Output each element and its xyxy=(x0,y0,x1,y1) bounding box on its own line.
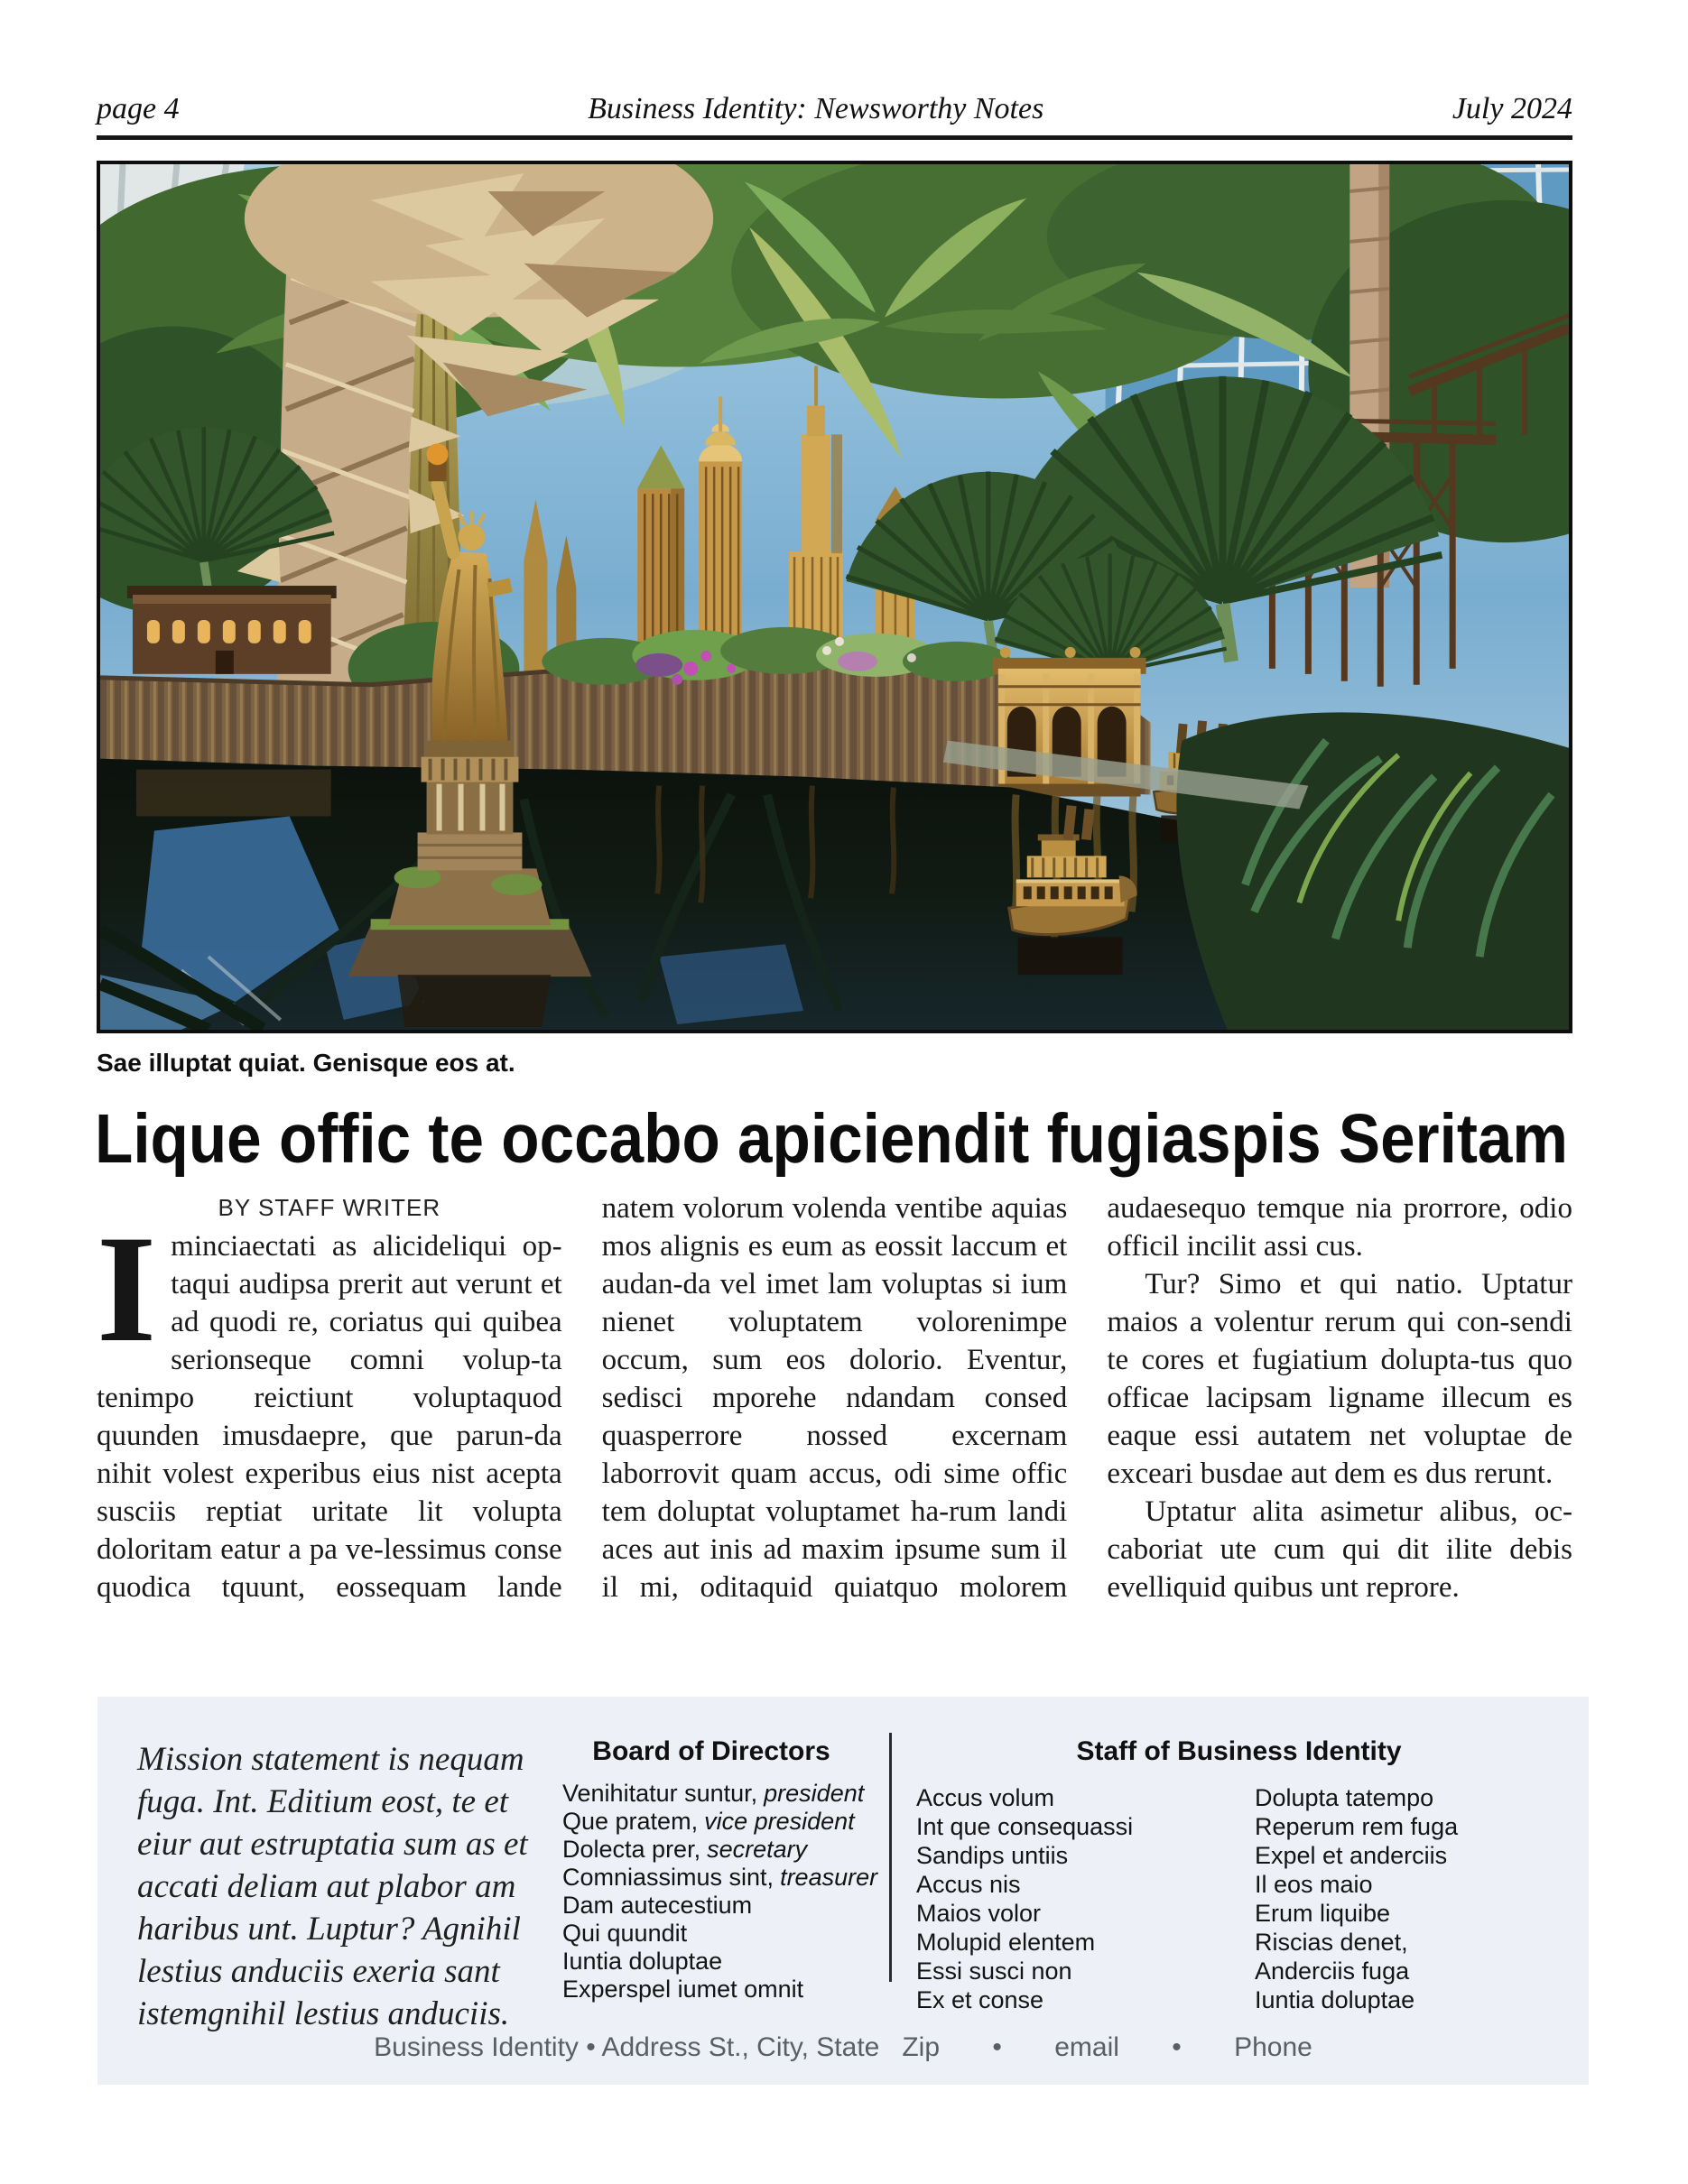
board-title: Board of Directors xyxy=(592,1736,830,1766)
board-member: Comniassimus sint, treasurer xyxy=(562,1864,878,1891)
paragraph-3: Uptatur alita asimetur alibus, oc-caboriat ute cum qui dit ilite debis evelliquid quibus unt reprore. xyxy=(1107,1495,1572,1604)
staff-member: Int que consequassi xyxy=(916,1813,1134,1840)
newsletter-title: Business Identity: Newsworthy Notes xyxy=(588,92,1044,125)
staff-member: Maios volor xyxy=(916,1900,1042,1927)
header-rule xyxy=(97,135,1572,140)
conservatory-photo-illustration xyxy=(100,164,1569,1030)
board-member: Experspel iumet omnit xyxy=(562,1976,804,2003)
staff-member: Erum liquibe xyxy=(1255,1900,1391,1927)
board-member: Dam autecestium xyxy=(562,1892,753,1919)
page-header xyxy=(97,92,1572,126)
staff-member: Il eos maio xyxy=(1255,1871,1373,1898)
info-box xyxy=(97,1697,1589,2085)
article-body xyxy=(97,1189,1572,1635)
staff-member: Ex et conse xyxy=(916,1986,1044,2013)
issue-date: July 2024 xyxy=(1451,92,1572,125)
staff-title: Staff of Business Identity xyxy=(1076,1736,1402,1766)
board-member: Iuntia doluptae xyxy=(562,1948,723,1975)
board-member: Venihitatur suntur, president xyxy=(562,1780,865,1807)
board-list xyxy=(562,1780,877,2004)
staff-member: Molupid elentem xyxy=(916,1929,1096,1956)
page-number: page 4 xyxy=(97,92,180,125)
staff-member: Dolupta tatempo xyxy=(1255,1784,1434,1811)
staff-member: Iuntia doluptae xyxy=(1255,1986,1415,2013)
staff-member: Accus volum xyxy=(916,1784,1055,1811)
staff-member: Riscias denet, xyxy=(1255,1929,1408,1956)
manor-model xyxy=(127,586,337,674)
board-member: Que pratem, vice president xyxy=(562,1808,855,1835)
board-member: Dolecta prer, secretary xyxy=(562,1836,808,1863)
staff-member: Essi susci non xyxy=(916,1957,1072,1985)
headline-text: Lique offic te occabo apiciendit fugiaspis Seritam xyxy=(95,1100,1568,1178)
staff-member: Accus nis xyxy=(916,1871,1021,1898)
staff-member: Expel et anderciis xyxy=(1255,1842,1448,1869)
byline: BY STAFF WRITER xyxy=(218,1194,441,1221)
staff-list-right xyxy=(1255,1783,1458,2014)
feature-photo xyxy=(97,161,1572,1033)
staff-member: Reperum rem fuga xyxy=(1255,1813,1459,1840)
staff-list-left xyxy=(916,1783,1133,2014)
staff-member: Sandips untiis xyxy=(916,1842,1069,1869)
mission-statement: Mission statement is nequam fuga. Int. Editium eost, te et eiur aut estruptatia sum as et accati deliam aut plabor am haribus unt. Luptur? Agnihil lestius anduciis exeria sant istemgnihil lestius anduciis. xyxy=(137,1741,528,2032)
column-divider xyxy=(889,1733,892,1982)
paragraph-1-text: minciaectati as alicideliqui op-taqui audipsa prerit aut verunt et ad quodi re, coriatus qui quibea serionseque comni volup-ta tenimpo reictiunt voluptaquod quunden imusdaepre, que parun-da nihit volest experibus eius nist acepta susciis reptiat uritate lit volupta doloritam eatur a pa ve-lessimus conse quodica tquunt, eossequam lande natem volorum volenda ventibe aquias mos alignis es eum as eossit laccum et audan-da vel imet lam voluptas si ium nienet voluptatem volorenimpe occum, sum eos dolorio. Eventur, sedisci mporehe ndandam consed quasperrore nossed excernam laborrovit quam accus, odi sime offic tem doluptat voluptamet ha-rum landi aces aut inis ad maxim ipsume sum il il mi, oditaquid quiatquo molorem audaesequo temque nia prorrore, odio officil incilit assi cus. xyxy=(97,1192,1572,1604)
drop-cap: I xyxy=(97,1204,157,1374)
paragraph-2: Tur? Simo et qui natio. Uptatur maios a volentur rerum qui con-sendi te cores et fugiatium dolupta-tus quo officae lacipsam ligname illecum es eaque essi autatem net voluptae de exceari busdae aut dem es dus rerunt. xyxy=(1107,1268,1572,1490)
staff-member: Anderciis fuga xyxy=(1255,1957,1410,1985)
headline xyxy=(95,1096,1574,1182)
photo-caption: Sae illuptat quiat. Genisque eos at. xyxy=(97,1049,515,1077)
contact-footer: Business Identity • Address St., City, State Zip • email • Phone xyxy=(374,2032,1312,2062)
board-member: Qui quundit xyxy=(562,1920,688,1947)
